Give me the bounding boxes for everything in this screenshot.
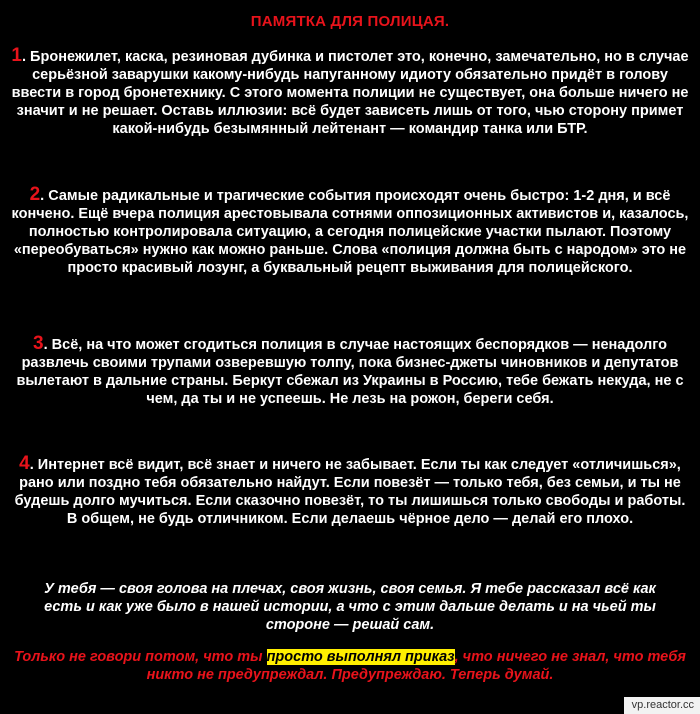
final-warning-start: Только не говори потом, что ты bbox=[14, 649, 267, 665]
paragraph-number: 4 bbox=[19, 453, 30, 474]
paragraph-2 bbox=[0, 186, 700, 277]
paragraph-text: . Бронежилет, каска, резиновая дубинка и пистолет это, конечно, замечательно, но в случае серьёзной заварушки какому-нибудь напуганному идиоту обязательно придёт в голову ввести в город бронетехнику. С этого момента полиции не существует, она больше ничего не значит и не решает. Оставь иллюзии: всё будет зависеть лишь от того, чью сторону примет какой-нибудь безымянный лейтенант — командир танка или БТР. bbox=[11, 49, 689, 137]
paragraph-number: 1 bbox=[11, 45, 22, 66]
paragraph-4 bbox=[0, 455, 700, 528]
final-warning-end: , что ничего не знал, что тебя никто не предупреждал. Предупреждаю. Теперь думай. bbox=[146, 649, 686, 683]
final-warning bbox=[0, 648, 700, 684]
paragraph-text: . Всё, на что может сгодиться полиция в случае настоящих беспорядков — ненадолго развлечь своими трупами озверевшую толпу, пока бизнес-джеты чиновников и депутатов вылетают в дальние страны. Беркут сбежал из Украины в Россию, тебе бежать некуда, не с чем, да ты и не успеешь. Не лезь на рожон, береги себя. bbox=[16, 337, 684, 407]
paragraph-text: . Интернет всё видит, всё знает и ничего не забывает. Если ты как следует «отличишься», рано или поздно тебя обязательно найдут. Если повезёт — только тебя, без семьи, и ты не будешь долго мучиться. Если сказочно повезёт, то ты лишишься только свободы и работы. В общем, не будь отличником. Если делаешь чёрное дело — делай его плохо. bbox=[14, 457, 686, 527]
paragraph-text: . Самые радикальные и трагические события происходят очень быстро: 1-2 дня, и всё кончено. Ещё вчера полиция арестовывала сотнями оппозиционных активистов и, казалось, полностью контролировала ситуацию, а сегодня полицейские участки пылают. Поэтому «переобуваться» нужно как можно раньше. Слова «полиция должна быть с народом» это не просто красивый лозунг, а буквальный рецепт выживания для полицейского. bbox=[11, 188, 689, 276]
highlighted-phrase: просто выполнял приказ bbox=[266, 649, 455, 665]
paragraph-3 bbox=[0, 335, 700, 408]
paragraph-1 bbox=[0, 47, 700, 138]
outro-text: У тебя — своя голова на плечах, своя жизнь, своя семья. Я тебе рассказал всё как есть и как уже было в нашей истории, а что с этим дальше делать и на чьей ты стороне — решай сам. bbox=[44, 581, 656, 633]
page-title: ПАМЯТКА ДЛЯ ПОЛИЦАЯ. bbox=[250, 13, 450, 30]
watermark: vp.reactor.cc bbox=[624, 697, 700, 714]
paragraph-number: 2 bbox=[29, 184, 41, 205]
paragraph-number: 3 bbox=[33, 333, 44, 354]
